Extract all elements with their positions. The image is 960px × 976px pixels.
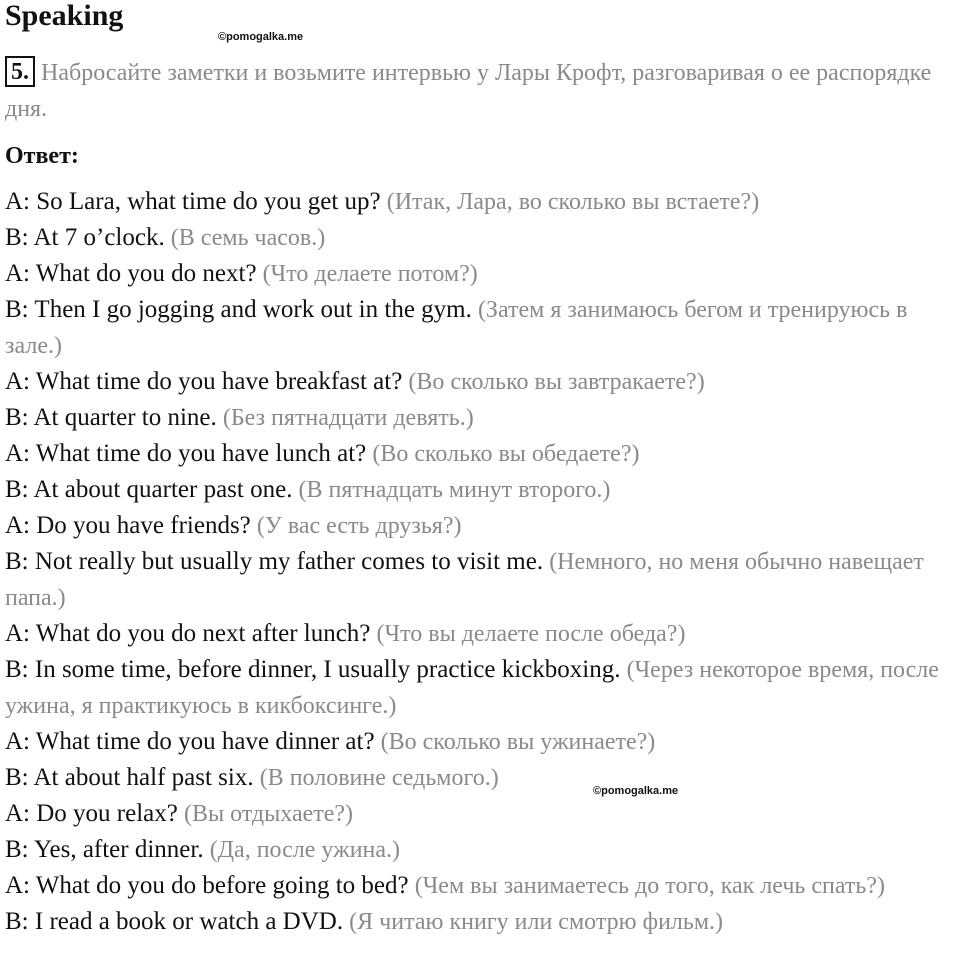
dialog-translation: (В половине седьмого.) [259,765,499,791]
dialog-english: B: I read a book or watch a DVD. [5,908,344,935]
dialog-english: A: What time do you have breakfast at? [5,368,403,395]
watermark-top: ©pomogalka.me [218,31,304,43]
dialog-translation: (Через некоторое время, после ужина, я практикуюсь в кикбоксинге.) [5,657,939,719]
dialog-translation: (Во сколько вы обедаете?) [372,441,640,467]
dialog-english: B: Not really but usually my father comes to visit me. [5,548,544,575]
answer-label: Ответ: [5,143,79,169]
dialog-translation: (Затем я занимаюсь бегом и тренируюсь в зале.) [5,297,908,359]
dialog-english: A: What time do you have lunch at? [5,440,367,467]
dialog-translation: (Итак, Лара, во сколько вы встаете?) [386,189,760,215]
dialog-english: B: At about half past six. [5,764,254,791]
dialog-translation: (Что делаете потом?) [262,261,478,287]
dialog-line [5,616,960,652]
dialog-english: A: So Lara, what time do you get up? [5,188,381,215]
dialog-translation: (Во сколько вы завтракаете?) [408,369,705,395]
dialog-translation: (Я читаю книгу или смотрю фильм.) [349,909,724,935]
dialog-translation: (Да, после ужина.) [209,837,401,863]
dialog-line [5,724,960,760]
dialog-english: B: At quarter to nine. [5,404,217,431]
dialog-line [5,472,960,508]
dialog-translation: (Во сколько вы ужинаете?) [380,729,656,755]
dialog-list [5,184,960,940]
dialog-english: B: In some time, before dinner, I usually practice kickboxing. [5,656,621,683]
section-heading: Speaking [5,0,124,32]
dialog-english: A: Do you relax? [5,800,178,827]
dialog-translation: (Чем вы занимаетесь до того, как лечь спать?) [414,873,885,899]
dialog-english: A: What do you do before going to bed? [5,872,409,899]
dialog-line [5,868,960,904]
dialog-english: A: Do you have friends? [5,512,251,539]
dialog-line [5,400,960,436]
dialog-english: B: At about quarter past one. [5,476,293,503]
dialog-line [5,760,960,796]
dialog-line [5,904,960,940]
dialog-line [5,436,960,472]
watermark-middle: ©pomogalka.me [593,785,679,797]
dialog-line [5,256,960,292]
dialog-line [5,184,960,220]
dialog-english: A: What do you do next? [5,260,257,287]
dialog-translation: (В семь часов.) [170,225,326,251]
dialog-translation: (Что вы делаете после обеда?) [376,621,686,647]
task-instruction [5,55,955,127]
dialog-english: B: Then I go jogging and work out in the gym. [5,296,472,323]
dialog-line [5,832,960,868]
task-number: 5. [5,56,35,87]
dialog-english: A: What time do you have dinner at? [5,728,375,755]
dialog-line [5,544,960,616]
dialog-translation: (Немного, но меня обычно навещает папа.) [5,549,924,611]
dialog-line [5,508,960,544]
dialog-line [5,220,960,256]
dialog-english: A: What do you do next after lunch? [5,620,371,647]
dialog-line [5,364,960,400]
dialog-english: B: Yes, after dinner. [5,836,204,863]
dialog-line [5,652,960,724]
dialog-english: B: At 7 o’clock. [5,224,165,251]
dialog-line [5,292,960,364]
task-text: Набросайте заметки и возьмите интервью у Лары Крофт, разговаривая о ее распорядке дня. [5,60,932,122]
dialog-line [5,796,960,832]
dialog-translation: (У вас есть друзья?) [256,513,462,539]
dialog-translation: (Вы отдыхаете?) [183,801,354,827]
dialog-translation: (В пятнадцать минут второго.) [298,477,611,503]
dialog-translation: (Без пятнадцати девять.) [222,405,474,431]
